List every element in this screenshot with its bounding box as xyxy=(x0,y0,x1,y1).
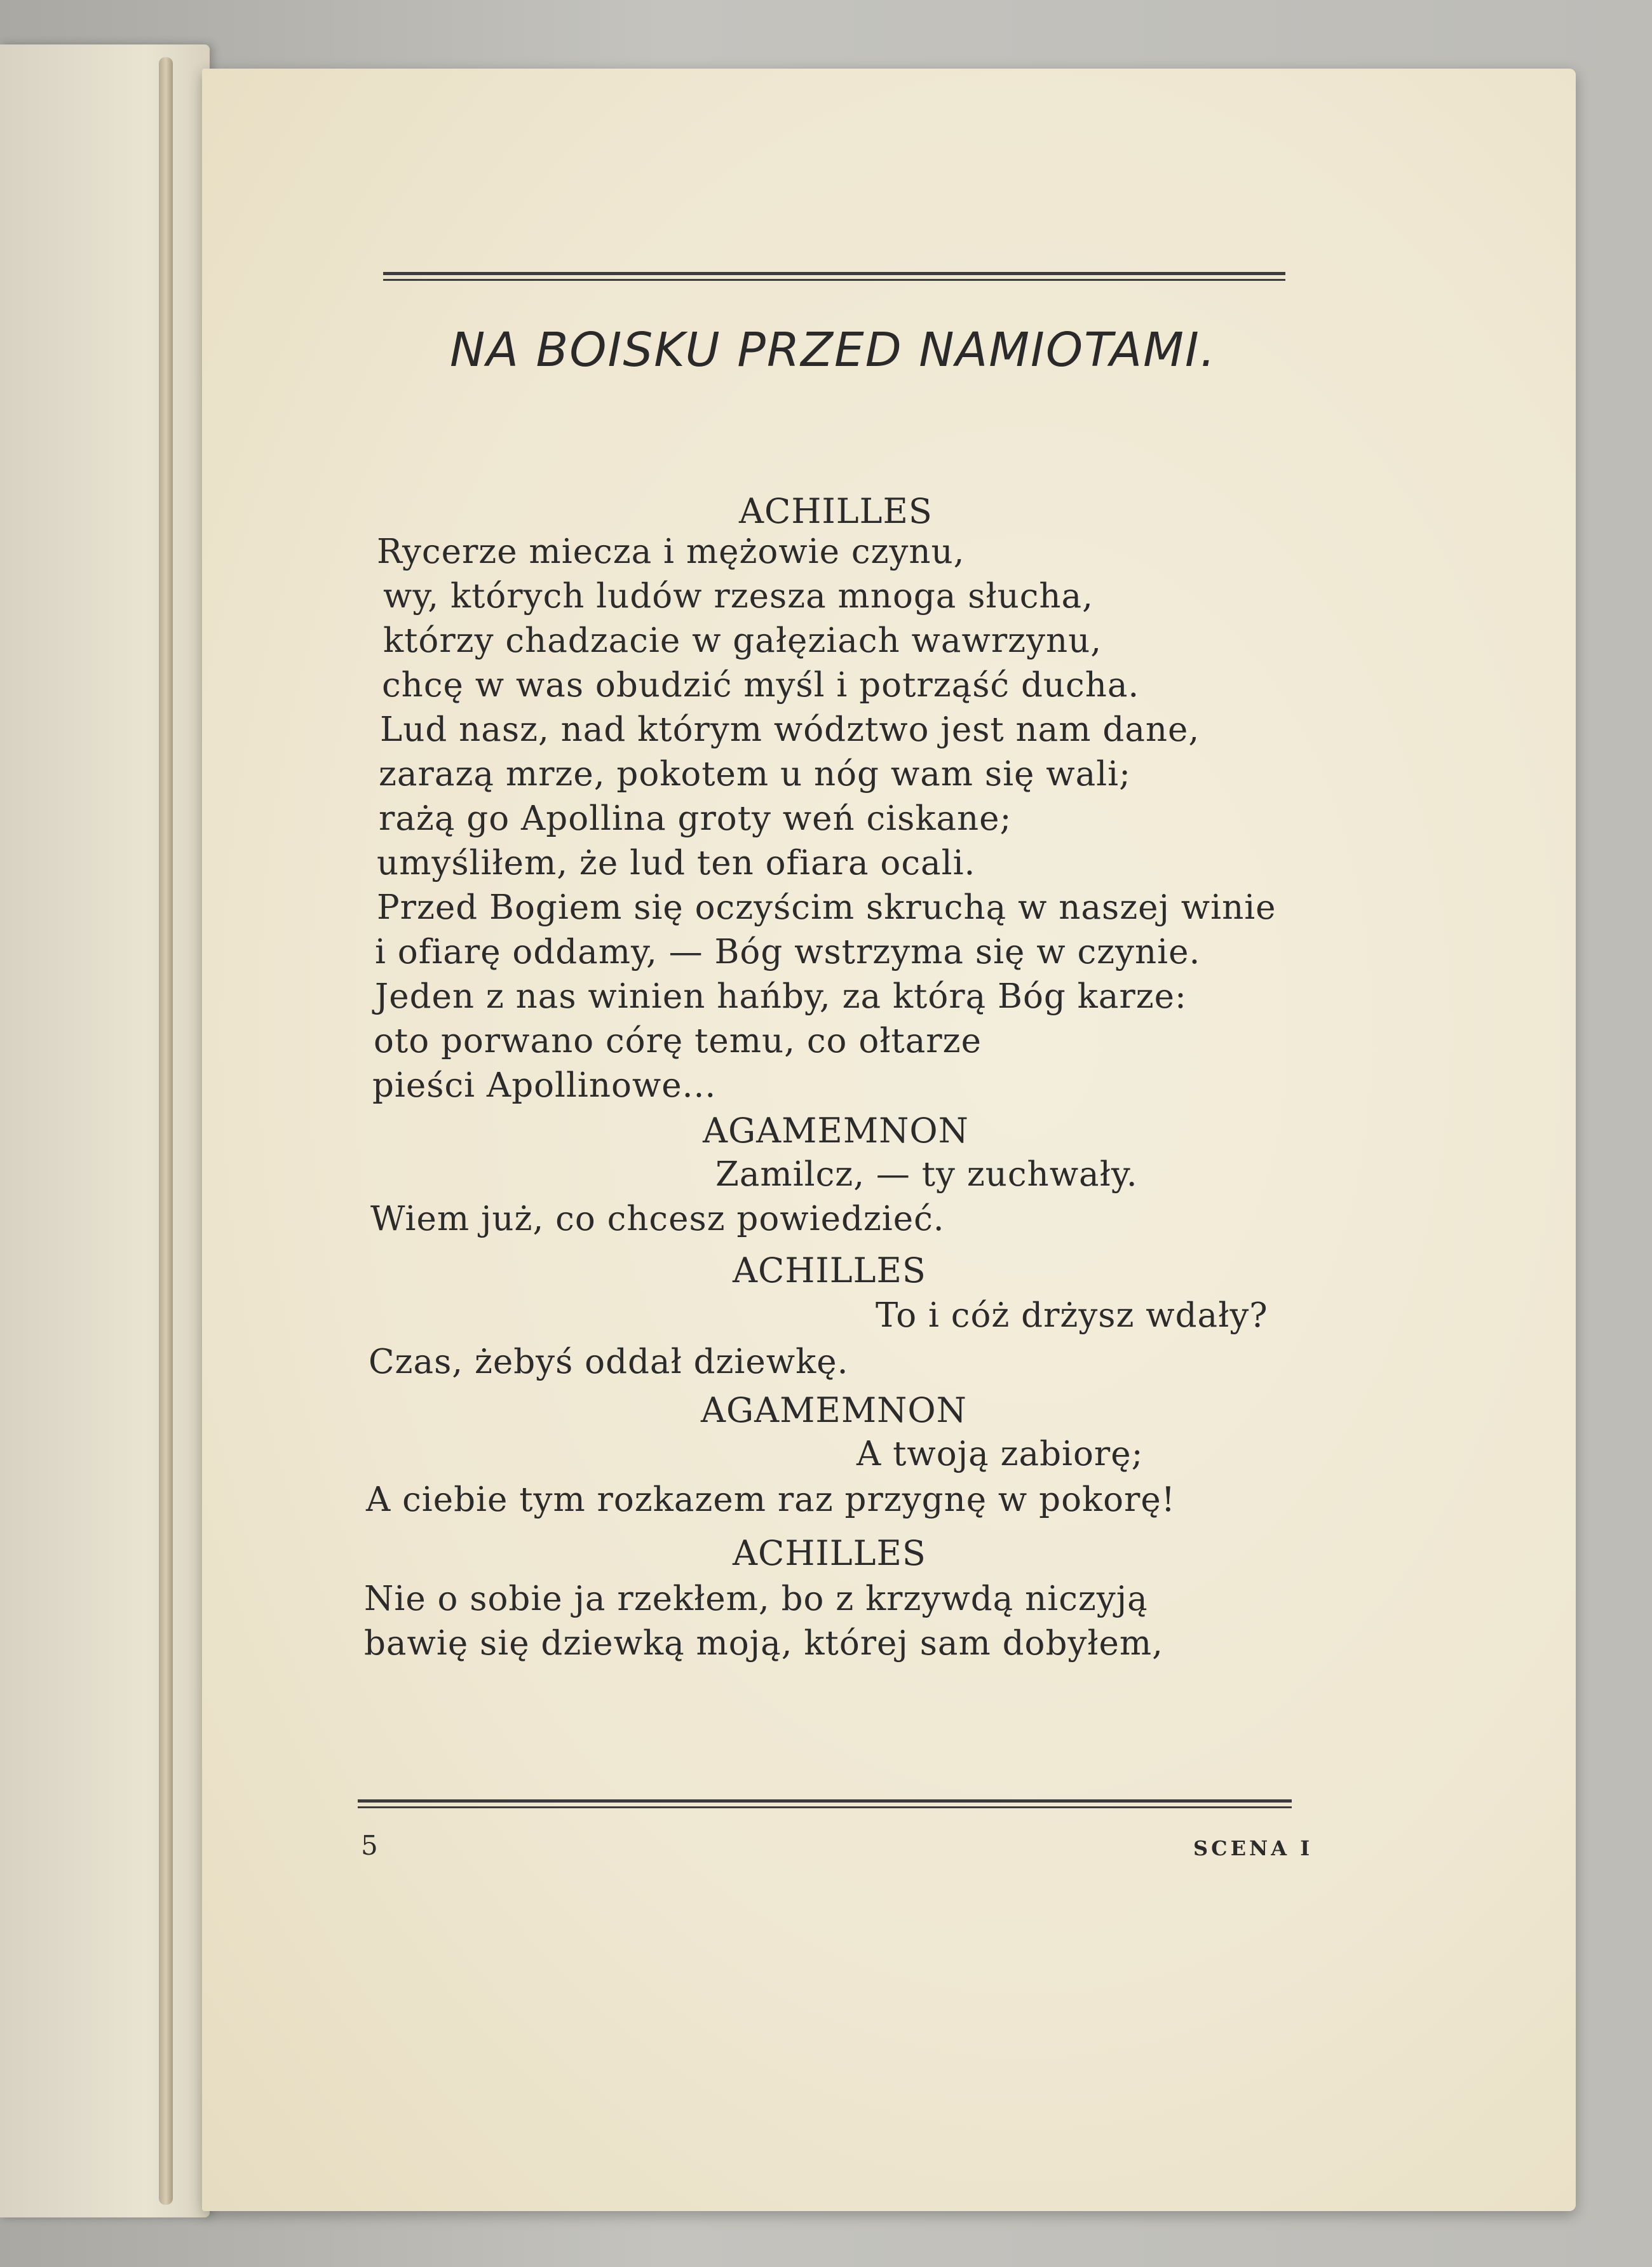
running-footer: SCENA I xyxy=(1193,1836,1313,1860)
verse-line: rażą go Apollina groty weń ciskane; xyxy=(379,799,1012,838)
verse-line: Nie o sobie ja rzekłem, bo z krzywdą niczyją xyxy=(364,1580,1148,1618)
speaker-name: ACHILLES xyxy=(739,491,933,531)
verse-line: oto porwano córę temu, co ołtarze xyxy=(374,1022,982,1060)
verse-line: wy, których ludów rzesza mnoga słucha, xyxy=(383,577,1094,616)
verse-line: Zamilcz, — ty zuchwały. xyxy=(715,1155,1138,1194)
verse-line: Wiem już, co chcesz powiedzieć. xyxy=(370,1200,945,1238)
book-page xyxy=(202,69,1576,2211)
verse-line: Przed Bogiem się oczyścim skruchą w naszej winie xyxy=(377,888,1276,927)
verse-line: pieści Apollinowe... xyxy=(372,1066,717,1105)
page-heading: NA BOISKU PRZED NAMIOTAMI. xyxy=(450,323,1217,377)
verse-line: A twoją zabiorę; xyxy=(856,1435,1144,1473)
verse-line: To i cóż drżysz wdały? xyxy=(876,1296,1268,1335)
header-rule xyxy=(383,272,1285,281)
verse-line: i ofiarę oddamy, — Bóg wstrzyma się w czynie. xyxy=(375,933,1201,971)
verse-line: Rycerze miecza i mężowie czynu, xyxy=(377,532,965,571)
footer-rule xyxy=(358,1799,1292,1808)
verse-line: chcę w was obudzić myśl i potrząść ducha. xyxy=(382,666,1140,705)
verse-line: umyśliłem, że lud ten ofiara ocali. xyxy=(377,844,976,883)
speaker-name: ACHILLES xyxy=(733,1533,926,1573)
verse-line: którzy chadzacie w gałęziach wawrzynu, xyxy=(383,621,1102,660)
speaker-name: AGAMEMNON xyxy=(703,1111,969,1151)
speaker-name: AGAMEMNON xyxy=(701,1390,967,1430)
page-number: 5 xyxy=(361,1830,378,1861)
verse-line: A ciebie tym rozkazem raz przygnę w pokorę! xyxy=(366,1480,1176,1519)
verse-line: bawię się dziewką moją, której sam dobyłem, xyxy=(364,1624,1163,1663)
speaker-name: ACHILLES xyxy=(733,1250,926,1290)
verse-line: zarazą mrze, pokotem u nóg wam się wali; xyxy=(379,755,1131,794)
verse-line: Lud nasz, nad którym wództwo jest nam dane, xyxy=(380,710,1200,749)
verse-line: Jeden z nas winien hańby, za którą Bóg karze: xyxy=(375,977,1187,1016)
previous-page-edge xyxy=(0,44,210,2217)
verse-line: Czas, żebyś oddał dziewkę. xyxy=(369,1343,849,1381)
book-spine xyxy=(159,57,173,2205)
